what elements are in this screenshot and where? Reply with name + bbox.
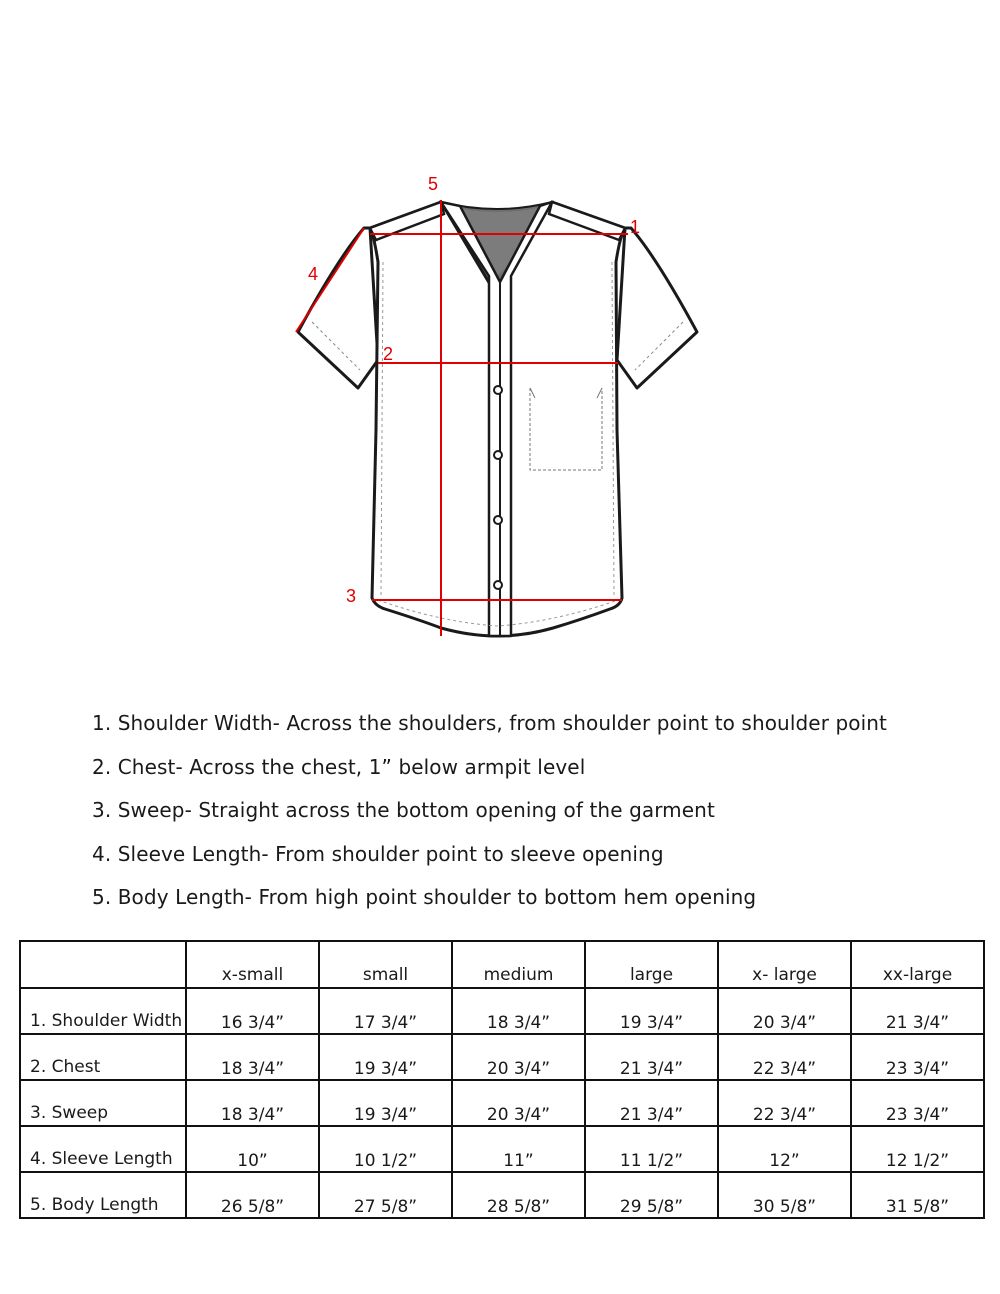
table-row bbox=[20, 1172, 984, 1218]
table-cell: 20 3/4” bbox=[718, 988, 851, 1034]
table-cell: 23 3/4” bbox=[851, 1080, 984, 1126]
definition-sweep: 3. Sweep- Straight across the bottom opening of the garment bbox=[92, 798, 715, 822]
table-cell: 19 3/4” bbox=[319, 1080, 452, 1126]
table-cell: 19 3/4” bbox=[585, 988, 718, 1034]
header-cell: large bbox=[585, 941, 718, 988]
table-cell: 10” bbox=[186, 1126, 319, 1172]
table-cell: 31 5/8” bbox=[851, 1172, 984, 1218]
table-cell: 21 3/4” bbox=[851, 988, 984, 1034]
table-cell: 23 3/4” bbox=[851, 1034, 984, 1080]
marker-1: 1 bbox=[630, 217, 641, 237]
table-cell: 12” bbox=[718, 1126, 851, 1172]
table-cell: 26 5/8” bbox=[186, 1172, 319, 1218]
definition-sleeve-length: 4. Sleeve Length- From shoulder point to sleeve opening bbox=[92, 841, 664, 866]
row-label: 3. Sweep bbox=[20, 1080, 186, 1126]
left-sleeve bbox=[298, 228, 378, 388]
table-cell: 12 1/2” bbox=[851, 1126, 984, 1172]
table-cell: 18 3/4” bbox=[186, 1080, 319, 1126]
marker-5: 5 bbox=[428, 174, 439, 194]
table-cell: 21 3/4” bbox=[585, 1080, 718, 1126]
marker-3: 3 bbox=[346, 586, 357, 606]
row-label: 1. Shoulder Width bbox=[20, 988, 186, 1034]
table-cell: 10 1/2” bbox=[319, 1126, 452, 1172]
row-label: 2. Chest bbox=[20, 1034, 186, 1080]
table-row bbox=[20, 1034, 984, 1080]
table-cell: 11 1/2” bbox=[585, 1126, 718, 1172]
header-cell: x-small bbox=[186, 941, 319, 988]
table-row bbox=[20, 1126, 984, 1172]
definition-chest: 2. Chest- Across the chest, 1” below armpit level bbox=[92, 754, 586, 779]
row-label: 5. Body Length bbox=[20, 1172, 186, 1218]
definition-body-length: 5. Body Length- From high point shoulder to bottom hem opening bbox=[92, 885, 757, 909]
marker-4: 4 bbox=[308, 264, 319, 284]
table-row bbox=[20, 988, 984, 1034]
table-row bbox=[20, 1080, 984, 1126]
marker-2: 2 bbox=[383, 344, 394, 364]
table-cell: 16 3/4” bbox=[186, 988, 319, 1034]
header-cell: small bbox=[319, 941, 452, 988]
header-cell: x- large bbox=[718, 941, 851, 988]
table-cell: 28 5/8” bbox=[452, 1172, 585, 1218]
measurement-definitions bbox=[92, 705, 887, 923]
row-label: 4. Sleeve Length bbox=[20, 1126, 186, 1172]
table-cell: 20 3/4” bbox=[452, 1034, 585, 1080]
table-cell: 18 3/4” bbox=[186, 1034, 319, 1080]
table-cell: 29 5/8” bbox=[585, 1172, 718, 1218]
table-cell: 27 5/8” bbox=[319, 1172, 452, 1218]
size-chart-table bbox=[19, 940, 985, 1219]
table-cell: 18 3/4” bbox=[452, 988, 585, 1034]
right-sleeve bbox=[617, 228, 697, 388]
table-cell: 22 3/4” bbox=[718, 1034, 851, 1080]
table-cell: 20 3/4” bbox=[452, 1080, 585, 1126]
header-cell: xx-large bbox=[851, 941, 984, 988]
table-cell: 30 5/8” bbox=[718, 1172, 851, 1218]
table-cell: 17 3/4” bbox=[319, 988, 452, 1034]
table-cell: 22 3/4” bbox=[718, 1080, 851, 1126]
table-header-row bbox=[20, 941, 984, 988]
table-cell: 21 3/4” bbox=[585, 1034, 718, 1080]
table-cell: 11” bbox=[452, 1126, 585, 1172]
table-cell: 19 3/4” bbox=[319, 1034, 452, 1080]
header-cell bbox=[20, 941, 186, 988]
header-cell: medium bbox=[452, 941, 585, 988]
definition-shoulder-width: 1. Shoulder Width- Across the shoulders, from shoulder point to shoulder point bbox=[92, 711, 887, 735]
